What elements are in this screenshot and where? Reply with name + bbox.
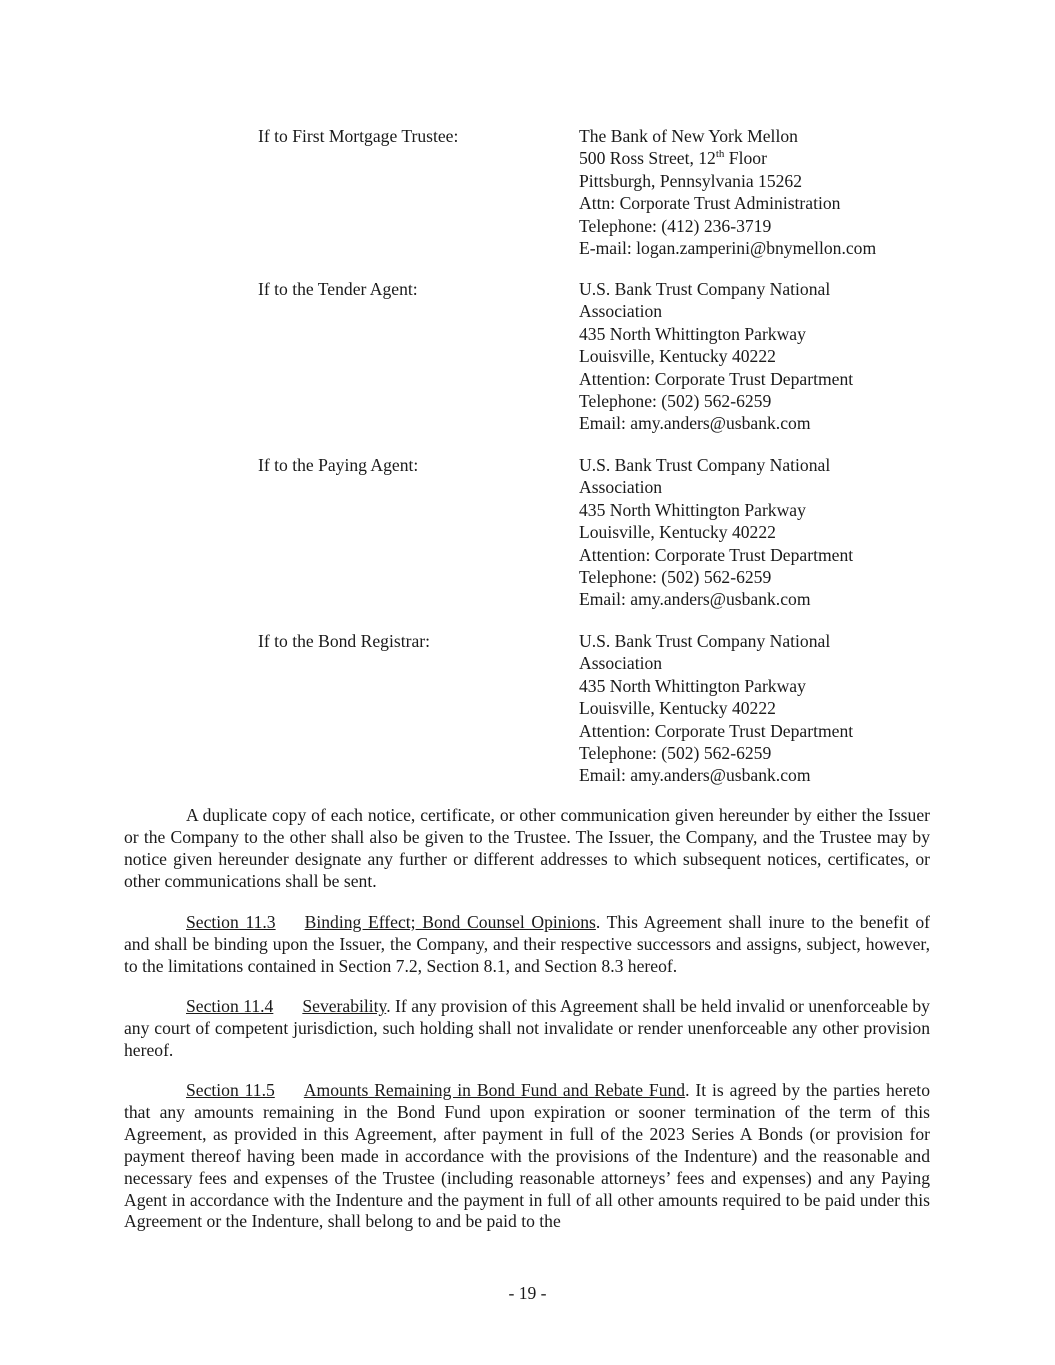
notice-address — [579, 125, 959, 259]
section-title: Severability — [302, 996, 387, 1016]
address-line: Louisville, Kentucky 40222 — [579, 346, 776, 367]
section-body: . It is agreed by the parties hereto that any amounts remaining in the Bond Fund upon expiration or sooner termination of the term of this Agreement, as provided in this Agreement, after payment in full of the 2023 Series A Bonds (or provision for payment thereof having been made in accordance with the provisions of the Indenture) and the reasonable and necessary fees and expenses of the Trustee (including reasonable attorneys’ fees and expenses) and any Paying Agent in accordance with the Indenture and the payment in full of all other amounts required to be paid under this Agreement or the Indenture, shall belong to and be paid to the — [124, 1080, 930, 1232]
section-title: Amounts Remaining in Bond Fund and Rebate Fund — [303, 1080, 686, 1100]
address-line: 435 North Whittington Parkway — [579, 499, 806, 520]
section-11-3-paragraph — [124, 912, 930, 978]
ordinal-superscript: th — [715, 148, 725, 161]
section-number: Section 11.5 — [186, 1080, 275, 1100]
address-line: Association — [579, 477, 663, 498]
address-line: U.S. Bank Trust Company National — [579, 455, 831, 475]
address-line: 435 North Whittington Parkway — [579, 323, 806, 344]
telephone-line: Telephone: (412) 236-3719 — [579, 215, 772, 236]
section-11-4-paragraph — [124, 996, 930, 1062]
telephone-line: Telephone: (502) 562-6259 — [579, 391, 772, 412]
address-line: Louisville, Kentucky 40222 — [579, 522, 776, 543]
address-line: The Bank of New York Mellon — [579, 126, 798, 146]
section-title: Binding Effect; Bond Counsel Opinions — [304, 912, 596, 932]
address-line: Attention: Corporate Trust Department — [579, 720, 854, 741]
email-line: Email: amy.anders@usbank.com — [579, 413, 811, 434]
section-body: . If any provision of this Agreement shall be held invalid or unenforceable by any court of competent jurisdiction, such holding shall not invalidate or render unenforceable any other provision hereof. — [124, 996, 930, 1060]
notice-label: If to First Mortgage Trustee: — [258, 126, 459, 146]
email-line: Email: amy.anders@usbank.com — [579, 589, 811, 610]
address-line: U.S. Bank Trust Company National — [579, 631, 831, 651]
notice-label: If to the Bond Registrar: — [258, 631, 430, 651]
telephone-line: Telephone: (502) 562-6259 — [579, 567, 772, 588]
address-line: Association — [579, 301, 663, 322]
email-line: Email: amy.anders@usbank.com — [579, 765, 811, 786]
address-line: 500 Ross Street, 12th Floor — [579, 148, 767, 169]
section-body: . This Agreement shall inure to the benefit of and shall be binding upon the Issuer, the Company, and their respective successors and assigns, subject, however, to the limitations contained in Section 7.2, Section 8.1, and Section 8.3 hereof. — [124, 912, 930, 976]
section-number: Section 11.3 — [186, 912, 276, 932]
notice-address — [579, 630, 959, 787]
notice-label: If to the Tender Agent: — [258, 279, 418, 299]
address-line: Attention: Corporate Trust Department — [579, 544, 854, 565]
email-line: E-mail: logan.zamperini@bnymellon.com — [579, 238, 877, 259]
address-line: Association — [579, 653, 663, 674]
address-line: Attn: Corporate Trust Administration — [579, 193, 841, 214]
paragraph-text: A duplicate copy of each notice, certificate, or other communication given hereunder by either the Issuer or the Company to the other shall also be given to the Trustee. The Issuer, the Company, and the Trustee may by notice given hereunder designate any further or different addresses to which subsequent notices, certificates, or other communications shall be sent. — [124, 805, 930, 891]
address-line: Pittsburgh, Pennsylvania 15262 — [579, 170, 803, 191]
section-number: Section 11.4 — [186, 996, 274, 1016]
telephone-line: Telephone: (502) 562-6259 — [579, 743, 772, 764]
address-line: 435 North Whittington Parkway — [579, 675, 806, 696]
notice-address — [579, 278, 959, 435]
section-11-5-paragraph — [124, 1080, 930, 1233]
notice-label: If to the Paying Agent: — [258, 455, 419, 475]
duplicate-copy-paragraph — [124, 805, 930, 893]
page-number: - 19 - — [508, 1283, 547, 1303]
address-line: U.S. Bank Trust Company National — [579, 279, 831, 299]
notice-address — [579, 454, 959, 611]
address-line: Louisville, Kentucky 40222 — [579, 698, 776, 719]
address-line: Attention: Corporate Trust Department — [579, 368, 854, 389]
